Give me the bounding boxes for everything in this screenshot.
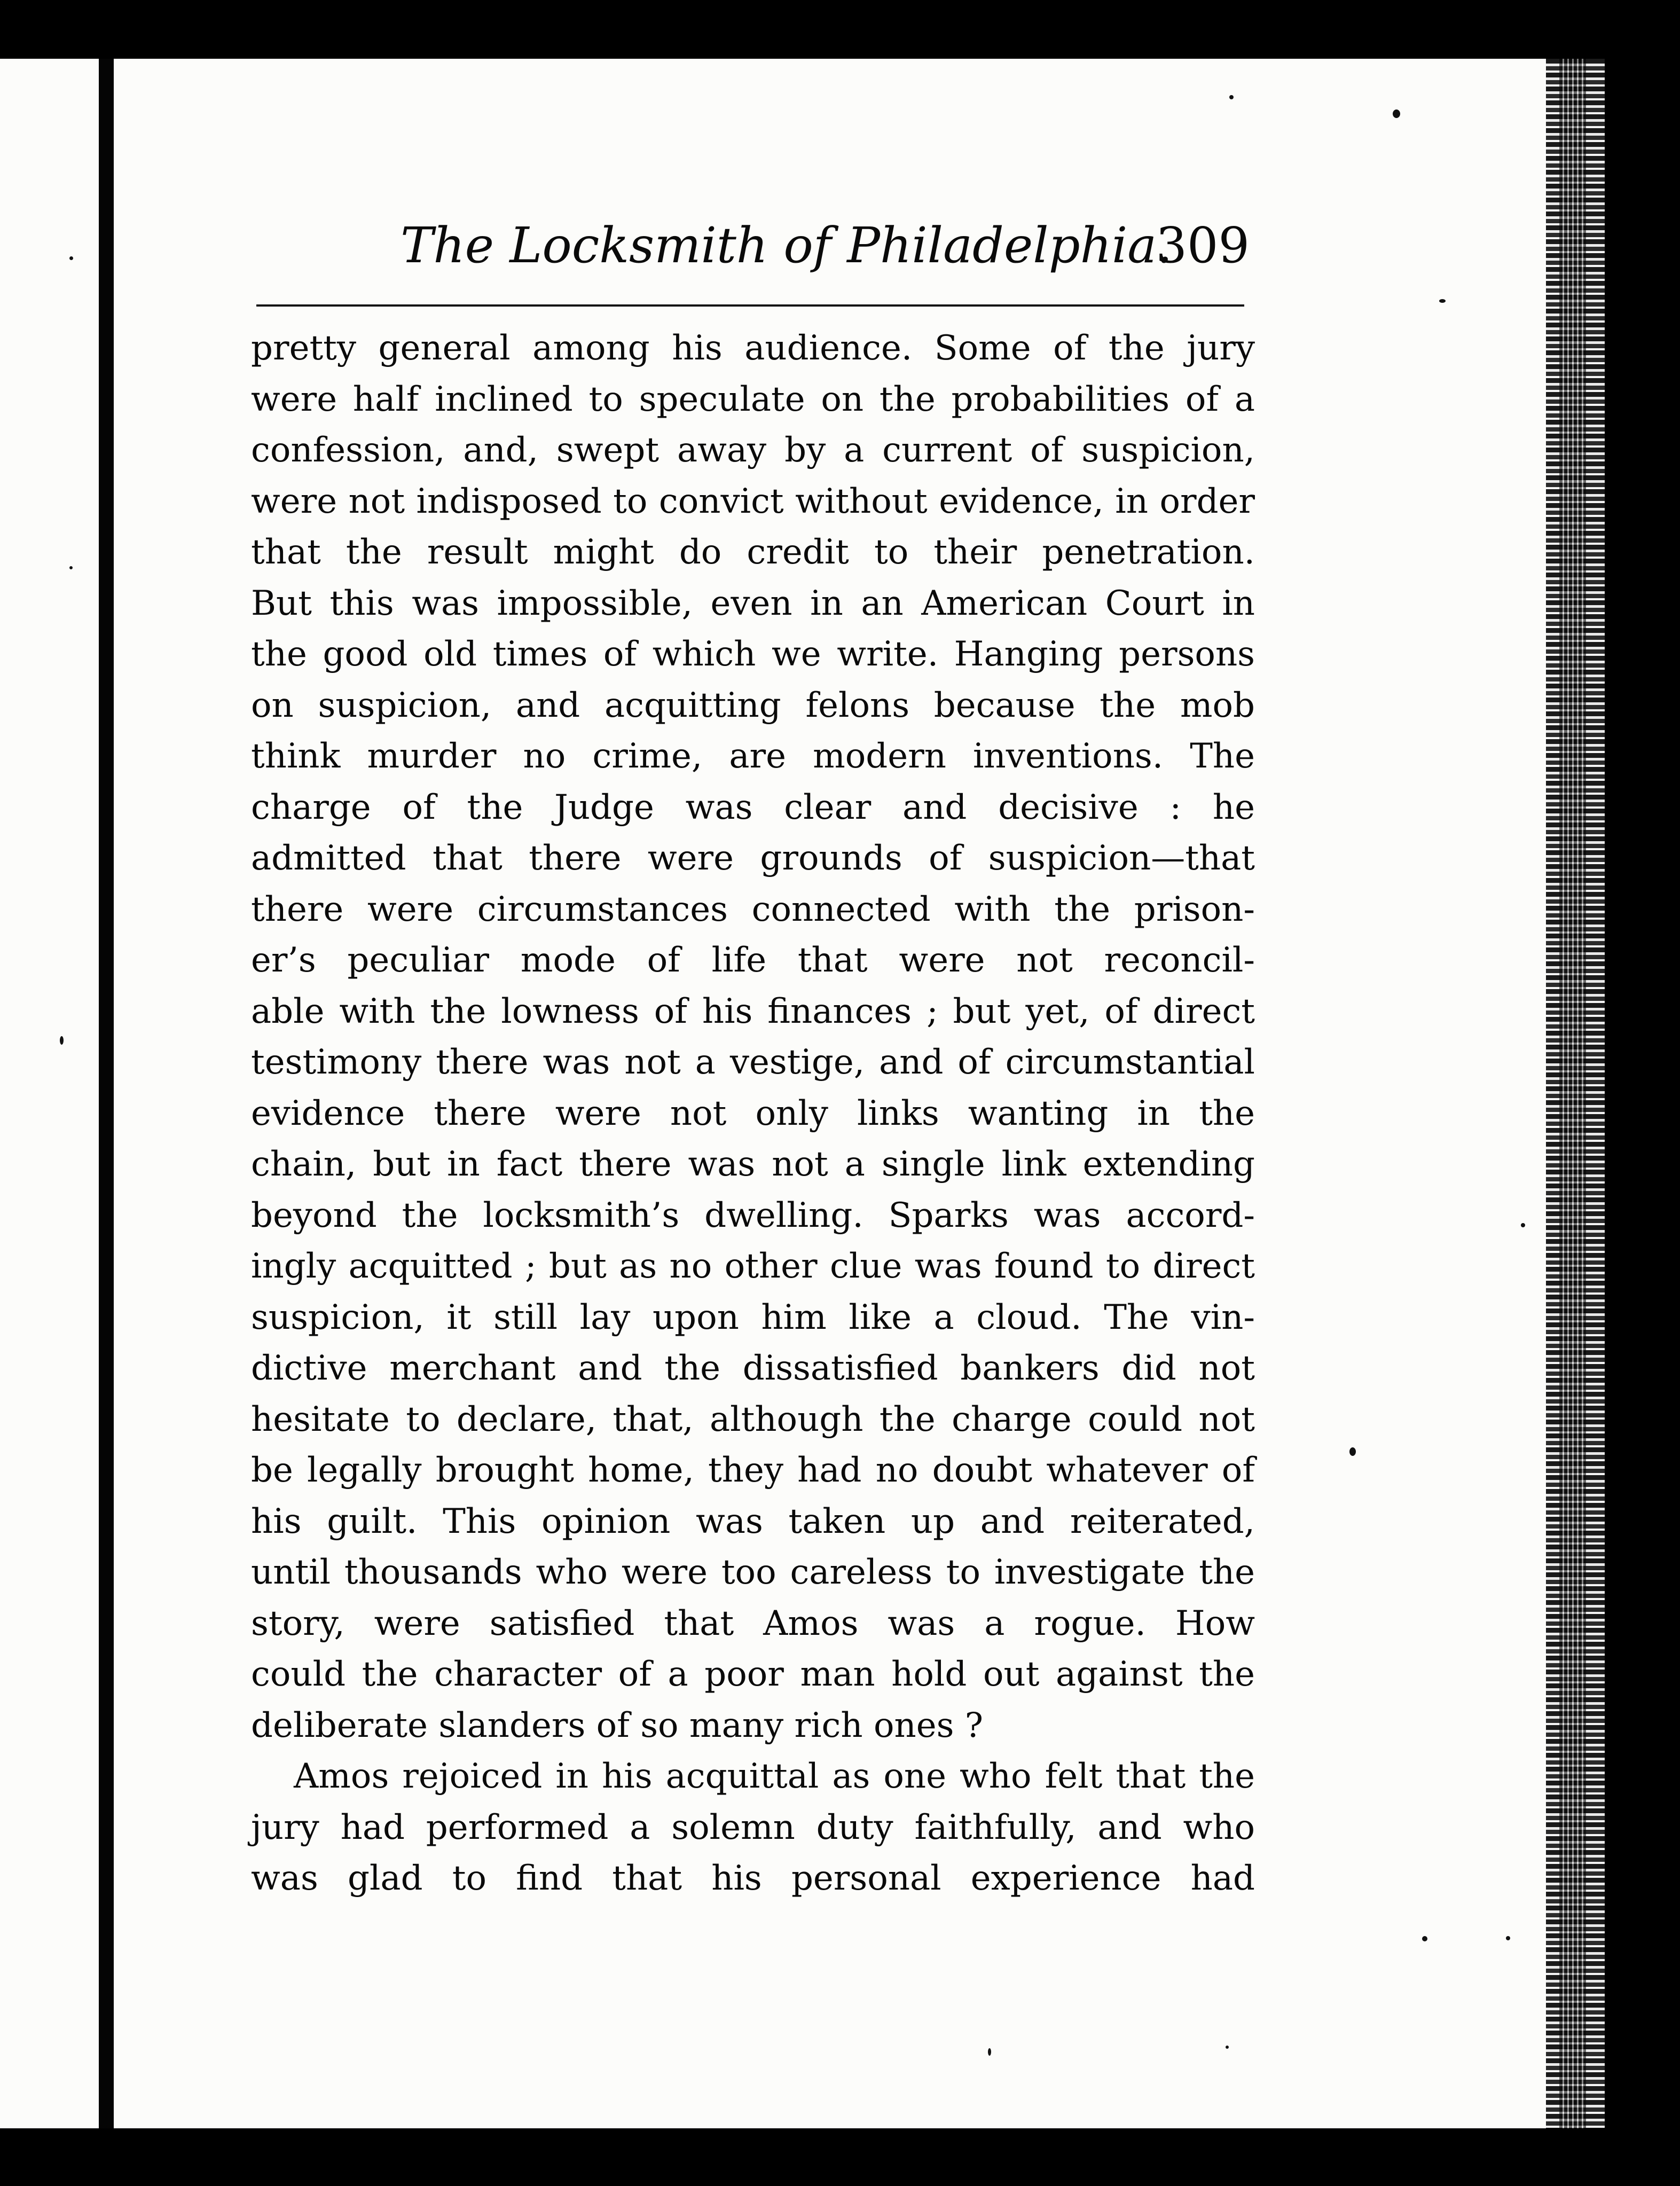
- scan-speck: [1439, 299, 1446, 303]
- text-line: evidence there were not only links wanting in the: [251, 1093, 1255, 1133]
- scan-speck: [1521, 1223, 1525, 1227]
- running-header: [251, 214, 1250, 283]
- text-line: was glad to find that his personal experience had: [251, 1859, 1255, 1898]
- text-line: until thousands who were too careless to investigate the: [251, 1553, 1255, 1592]
- text-line: ingly acquitted ; but as no other clue was found to direct: [251, 1247, 1255, 1286]
- text-line: er’s peculiar mode of life that were not reconcil-: [251, 941, 1255, 980]
- text-line: were half inclined to speculate on the probabilities of a: [251, 379, 1255, 419]
- text-line: suspicion, it still lay upon him like a cloud. The vin-: [251, 1297, 1255, 1337]
- text-line: were not indisposed to convict without evidence, in order: [251, 481, 1255, 521]
- body-text: [251, 323, 1255, 1905]
- scan-speck: [60, 1036, 64, 1045]
- text-line: pretty general among his audience. Some of the jury: [251, 328, 1255, 368]
- scan-speck: [69, 566, 73, 569]
- scan-speck: [1393, 109, 1400, 118]
- text-line: beyond the locksmith’s dwelling. Sparks was accord-: [251, 1195, 1255, 1235]
- text-line: charge of the Judge was clear and decisive : he: [251, 787, 1255, 827]
- text-line: story, were satisfied that Amos was a rogue. How: [251, 1603, 1255, 1643]
- text-line: the good old times of which we write. Hanging persons: [251, 634, 1255, 674]
- text-line: that the result might do credit to their penetration.: [251, 532, 1255, 572]
- scan-speck: [1506, 1936, 1510, 1940]
- page-edge-texture: [1559, 59, 1586, 2128]
- scan-speck: [988, 2048, 991, 2056]
- scan-speck: [69, 256, 73, 260]
- text-line: able with the lowness of his finances ; but yet, of direct: [251, 991, 1255, 1031]
- text-line: chain, but in fact there was not a single link extending: [251, 1145, 1255, 1184]
- text-line: his guilt. This opinion was taken up and reiterated,: [251, 1501, 1255, 1541]
- text-line: confession, and, swept away by a current of suspicion,: [251, 430, 1255, 470]
- paragraph-end-line: deliberate slanders of so many rich ones ?: [251, 1705, 984, 1745]
- scan-speck: [1229, 95, 1234, 99]
- page-number: 309: [1156, 217, 1250, 274]
- text-line: on suspicion, and acquitting felons because the mob: [251, 685, 1255, 725]
- text-line: But this was impossible, even in an American Court in: [251, 583, 1255, 623]
- text-line: think murder no crime, are modern inventions. The: [251, 736, 1255, 776]
- text-line: testimony there was not a vestige, and of circumstantial: [251, 1043, 1255, 1082]
- text-line: admitted that there were grounds of suspicion—that: [251, 839, 1255, 878]
- scan-speck: [1422, 1936, 1427, 1941]
- text-line: be legally brought home, they had no doubt whatever of: [251, 1451, 1255, 1490]
- text-line: jury had performed a solemn duty faithfully, and who: [251, 1807, 1255, 1847]
- header-rule: [256, 304, 1244, 307]
- text-line: dictive merchant and the dissatisfied bankers did not: [251, 1349, 1255, 1388]
- running-title: The Locksmith of Philadelphia.: [401, 217, 1173, 274]
- text-line: hesitate to declare, that, although the charge could not: [251, 1399, 1255, 1439]
- paragraph-start-line: Amos rejoiced in his acquittal as one who felt that the: [294, 1757, 1255, 1796]
- scan-speck: [1349, 1447, 1356, 1456]
- binding-gutter: [99, 59, 114, 2128]
- text-line: could the character of a poor man hold out against the: [251, 1655, 1255, 1694]
- scan-speck: [1226, 2046, 1229, 2049]
- text-line: there were circumstances connected with the prison-: [251, 889, 1255, 929]
